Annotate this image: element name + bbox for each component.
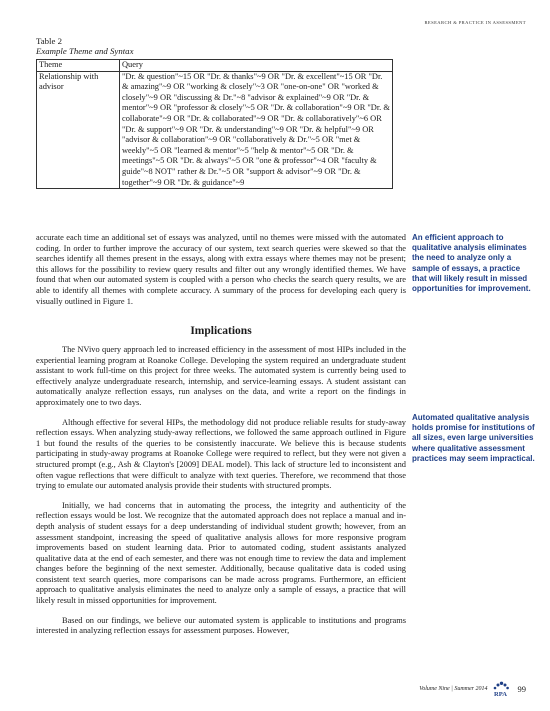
running-head: RESEARCH & PRACTICE IN ASSESSMENT [424,20,526,25]
rpa-logo-icon [493,681,509,691]
table-header-row [37,60,393,72]
column-header-theme: Theme [37,60,120,72]
page-number: 99 [517,684,526,694]
page-footer [419,678,526,700]
paragraph-efficiency: The NVivo query approach led to increased efficiency in the assessment of most HIPs included in the experiential learning program at Roanoke College. Developing the system required an undergraduate student assistant to work full-time on this project for three weeks. The automated system is currently being used to effectively analyze undergraduate research, internship, and service-learning essays. A student assistant can automatically analyze reflection essays, run analyses on the data, and write a report on the findings in approximately one to two days. [36,345,406,407]
intro-text-block [36,233,406,316]
table-caption [36,36,133,56]
table-title: Example Theme and Syntax [36,46,134,56]
rpa-logo [493,681,509,698]
table-row [37,71,393,189]
column-header-query: Query [120,60,393,72]
pullquote-automated-analysis: Automated qualitative analysis holds promise for institutions of all sizes, even large universities where qualitative assessment practices may seem impractical. [412,413,535,463]
intro-paragraph: accurate each time an additional set of essays was analyzed, until no themes were missed with the automated coding. In order to further improve the accuracy of our system, text search queries were skewed so that the searches identify all themes present in the essays, along with extra essays where themes may not be present; this allows for the possibility to review query results and filter out any wrongly identified themes. We have found that when our automated system is coupled with a person who checks the search query results, we are able to identify all themes with complete accuracy. A summary of the process for developing each query is visually outlined in Figure 1. [36,233,406,306]
paragraph-concerns: Initially, we had concerns that in automating the process, the integrity and authenticity of the reflection essays would be lost. We recognize that the automated approach does not replace a manual and in-depth analysis of student essays for a deep understanding of individual student growth; however, from an assessment standpoint, increasing the speed of qualitative analysis allows for more responsive program improvements based on student learning data. Prior to automated coding, student assistants analyzed qualitative data at the end of each semester, and there was not enough time to review the data and implement changes before the beginning of the next semester. Additionally, because qualitative data is coded using consistent text search queries, more comparisons can be made across programs. Furthermore, an efficient approach to qualitative analysis eliminates the need to analyze only a sample of essays, a practice that will likely result in missed opportunities for improvement. [36,500,406,606]
pullquote-efficient-approach: An efficient approach to qualitative analysis eliminates the need to analyze only a sample of essays, a practice that will likely result in missed opportunities for improvement. [412,233,531,294]
paragraph-findings: Based on our findings, we believe our automated system is applicable to institutions and programs interested in analyzing reflection essays for assessment purposes. However, [36,615,406,636]
table-number: Table 2 [36,36,63,46]
section-heading-implications: Implications [190,325,252,337]
paragraph-study-away: Although effective for several HIPs, the methodology did not produce reliable results for study-away reflection essays. When analyzing study-away reflections, we followed the same approach outlined in Figure 1 but found the results of the queries to be consistently inaccurate. We believe this is because students participating in study-away programs at Roanoke College were required to reflect, but they were not given a structured prompt (e.g., Ash & Clayton's [2009] DEAL model). This lack of structure led to inconsistent and often vague reflections that were difficult to analyze with text queries. Therefore, we recommend that those trying to emulate our automated analysis provide their students with structured prompts. [36,417,406,491]
logo-text: RPA [494,690,507,698]
theme-syntax-table [36,59,393,189]
query-cell: "Dr. & question"~15 OR "Dr. & thanks"~9 OR "Dr. & excellent"~15 OR "Dr. & amazing"~9 OR "working & closely"~3 OR "one-on-one" OR "worked & closely"~9 OR "discussing & Dr."~8 "advisor & explained"~9 OR "Dr. & mentor"~9 OR "professor & closely"~5 OR "Dr. & collaboration"~9 OR "Dr. & collaborate"~9 OR "Dr. & collaborated"~9 OR "Dr. & collaboratively"~6 OR "Dr. & support"~9 OR "Dr. & understanding"~9 OR "Dr. & helpful"~9 OR "advisor & collaboration"~9 OR "collaboratively & Dr."~5 OR "met & weekly"~5 OR "learned & mentor"~5 "help & mentor"~5 OR "Dr. & meetings"~5 OR "Dr. & always"~5 OR "one & professor"~4 OR "faculty & guide"~8 NOT" rather & Dr."~5 OR "support & advisor"~9 OR "Dr. & together"~9 OR "Dr. & guidance"~9 [120,71,393,189]
issue-label: Volume Nine | Summer 2014 [419,686,488,692]
implications-text-block [36,345,406,646]
theme-cell: Relationship with advisor [37,71,120,189]
